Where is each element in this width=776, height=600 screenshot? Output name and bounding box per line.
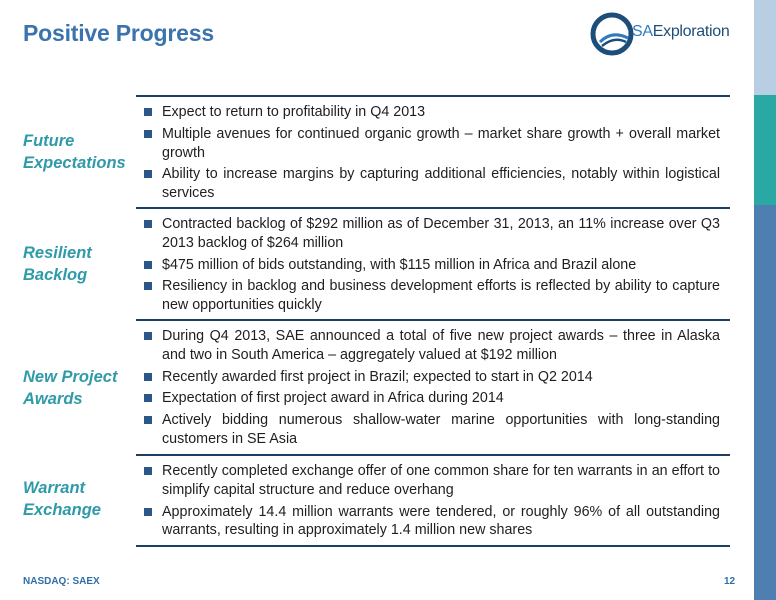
- bullet-square-icon: [144, 332, 152, 340]
- logo-prefix: SA: [632, 23, 653, 40]
- list-item: [144, 368, 720, 387]
- bullet-square-icon: [144, 282, 152, 290]
- section-label-resilient-backlog: [23, 242, 92, 286]
- side-accent-light: [754, 0, 776, 95]
- section-label-line: Warrant: [23, 479, 86, 497]
- bullet-list-warrant-exchange: [144, 462, 720, 543]
- bullet-text: $475 million of bids outstanding, with $115 million in Africa and Brazil alone: [162, 256, 637, 273]
- side-accent-teal: [754, 95, 776, 205]
- bullet-text: Expect to return to profitability in Q4 2013: [162, 104, 426, 120]
- list-item: [144, 389, 720, 408]
- section-label-line: Expectations: [23, 154, 126, 172]
- bullet-text: Approximately 14.4 million warrants were tendered, or roughly 96% of all outstanding warrants, resulting in approximately 1.4 million new shares: [162, 503, 720, 539]
- side-accent-blue: [754, 205, 776, 600]
- list-item: [144, 215, 720, 253]
- bullet-list-new-project-awards: [144, 327, 720, 452]
- bullet-text: During Q4 2013, SAE announced a total of five new project awards – three in Alaska and two in South America – aggregately valued at $192 million: [162, 328, 720, 363]
- page-title: Positive Progress: [23, 20, 214, 46]
- divider: [136, 454, 730, 456]
- section-label-warrant-exchange: [23, 477, 101, 521]
- bullet-square-icon: [144, 130, 152, 138]
- bullet-square-icon: [144, 467, 152, 475]
- list-item: [144, 411, 720, 449]
- bullet-square-icon: [144, 261, 152, 269]
- bullet-list-future-expectations: [144, 103, 720, 206]
- list-item: [144, 165, 720, 203]
- footer-ticker: NASDAQ: SAEX: [23, 576, 100, 587]
- bullet-square-icon: [144, 416, 152, 424]
- bullet-square-icon: [144, 170, 152, 178]
- logo-wordmark: [632, 23, 730, 41]
- section-label-line: Backlog: [23, 266, 88, 284]
- section-label-new-project-awards: [23, 366, 117, 410]
- bullet-text: Multiple avenues for continued organic growth – market share growth + overall market growth: [162, 125, 720, 161]
- bullet-list-resilient-backlog: [144, 215, 720, 318]
- logo-main: Exploration: [652, 23, 730, 40]
- company-logo: [590, 12, 750, 56]
- bullet-text: Recently awarded first project in Brazil; expected to start in Q2 2014: [162, 368, 593, 385]
- section-label-line: Resilient: [23, 244, 92, 262]
- list-item: [144, 256, 720, 275]
- divider: [136, 319, 730, 321]
- bullet-square-icon: [144, 220, 152, 228]
- logo-swirl-icon: [590, 12, 634, 56]
- divider: [136, 545, 730, 547]
- list-item: [144, 462, 720, 500]
- bullet-text: Recently completed exchange offer of one common share for ten warrants in an effort to simplify capital structure and reduce overhang: [162, 463, 720, 498]
- bullet-text: Expectation of first project award in Africa during 2014: [162, 390, 504, 407]
- bullet-text: Resiliency in backlog and business development efforts is reflected by ability to capture new opportunities quickly: [162, 278, 720, 314]
- list-item: [144, 503, 720, 541]
- bullet-text: Actively bidding numerous shallow-water marine opportunities with long-standing customers in SE Asia: [162, 412, 720, 447]
- bullet-square-icon: [144, 394, 152, 402]
- list-item: [144, 277, 720, 315]
- list-item: [144, 125, 720, 163]
- list-item: [144, 103, 720, 122]
- divider: [136, 207, 730, 209]
- section-label-future-expectations: [23, 130, 126, 174]
- bullet-square-icon: [144, 373, 152, 381]
- side-accent-bar: [754, 0, 776, 600]
- divider: [136, 95, 730, 97]
- section-label-line: New Project: [23, 368, 118, 386]
- section-label-line: Future: [23, 132, 75, 150]
- bullet-text: Contracted backlog of $292 million as of December 31, 2013, an 11% increase over Q3 2013 backlog of $264 million: [162, 216, 720, 251]
- section-label-line: Exchange: [23, 501, 101, 519]
- page-number: 12: [724, 576, 736, 587]
- bullet-square-icon: [144, 108, 152, 116]
- bullet-text: Ability to increase margins by capturing additional efficiencies, notably within logistical services: [162, 166, 720, 202]
- bullet-square-icon: [144, 508, 152, 516]
- section-label-line: Awards: [23, 390, 83, 408]
- list-item: [144, 327, 720, 365]
